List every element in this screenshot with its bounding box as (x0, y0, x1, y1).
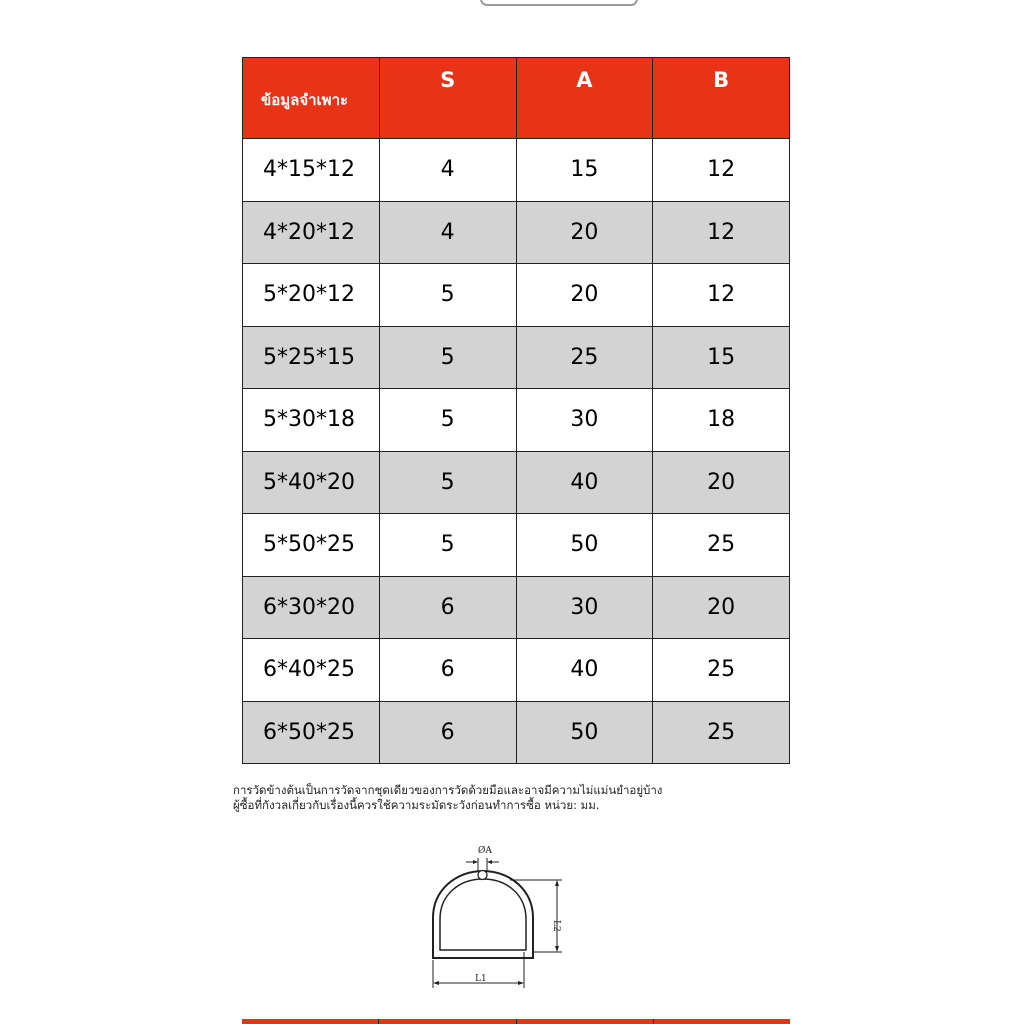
cell-b: 12 (653, 264, 790, 327)
table-row (243, 451, 790, 514)
cell-a: 30 (516, 576, 653, 639)
cell-b: 18 (653, 389, 790, 452)
table-row (243, 639, 790, 702)
cell-spec: 5*20*12 (243, 264, 380, 327)
cell-spec: 5*30*18 (243, 389, 380, 452)
spec-table (242, 57, 790, 764)
diameter-label: ØA (478, 846, 492, 856)
cell-s: 5 (379, 389, 516, 452)
cell-spec: 6*50*25 (243, 701, 380, 764)
table-row (243, 264, 790, 327)
cell-b: 25 (653, 639, 790, 702)
header-specification: ข้อมูลจำเพาะ (243, 58, 380, 139)
cell-spec: 5*25*15 (243, 326, 380, 389)
spec-table-header-row (243, 58, 790, 139)
note-line-1: การวัดข้างต้นเป็นการวัดจากชุดเดียวของการวัดด้วยมือและอาจมีความไม่แม่นยำอยู่บ้าง (233, 783, 663, 797)
cell-a: 15 (516, 139, 653, 202)
next-table-header-strip (242, 1019, 790, 1024)
table-row (243, 326, 790, 389)
cell-a: 20 (516, 201, 653, 264)
cell-s: 4 (379, 201, 516, 264)
height-label: L2 (551, 920, 561, 932)
cell-b: 12 (653, 139, 790, 202)
note-line-2: ผู้ซื้อที่กังวลเกี่ยวกับเรื่องนี้ควรใช้ความระมัดระวังก่อนทำการซื้อ หน่วย: มม. (233, 798, 600, 812)
d-ring-diagram (420, 840, 580, 995)
cell-s: 5 (379, 326, 516, 389)
cell-spec: 5*40*20 (243, 451, 380, 514)
cell-s: 4 (379, 139, 516, 202)
cell-spec: 4*15*12 (243, 139, 380, 202)
table-row (243, 201, 790, 264)
spec-table-body (243, 139, 790, 764)
cell-spec: 6*30*20 (243, 576, 380, 639)
cell-b: 15 (653, 326, 790, 389)
cell-s: 5 (379, 514, 516, 577)
cell-b: 20 (653, 576, 790, 639)
cell-b: 25 (653, 514, 790, 577)
cell-a: 30 (516, 389, 653, 452)
width-label: L1 (475, 974, 487, 984)
cell-s: 6 (379, 701, 516, 764)
d-ring-inner (440, 879, 526, 950)
table-row (243, 576, 790, 639)
cell-spec: 4*20*12 (243, 201, 380, 264)
cell-spec: 5*50*25 (243, 514, 380, 577)
header-b: B (653, 58, 790, 139)
d-ring-outer (433, 871, 533, 958)
cell-a: 50 (516, 701, 653, 764)
table-row (243, 389, 790, 452)
cell-a: 40 (516, 451, 653, 514)
cell-b: 25 (653, 701, 790, 764)
table-row (243, 701, 790, 764)
cell-a: 40 (516, 639, 653, 702)
table-row (243, 514, 790, 577)
cell-s: 6 (379, 639, 516, 702)
cell-a: 20 (516, 264, 653, 327)
cell-s: 5 (379, 451, 516, 514)
cell-a: 25 (516, 326, 653, 389)
cell-b: 20 (653, 451, 790, 514)
cell-spec: 6*40*25 (243, 639, 380, 702)
top-tab-shape (480, 0, 638, 6)
table-row (243, 139, 790, 202)
cell-a: 50 (516, 514, 653, 577)
cell-s: 5 (379, 264, 516, 327)
header-a: A (516, 58, 653, 139)
measurement-note (233, 783, 793, 813)
cell-b: 12 (653, 201, 790, 264)
header-s: S (379, 58, 516, 139)
cell-s: 6 (379, 576, 516, 639)
